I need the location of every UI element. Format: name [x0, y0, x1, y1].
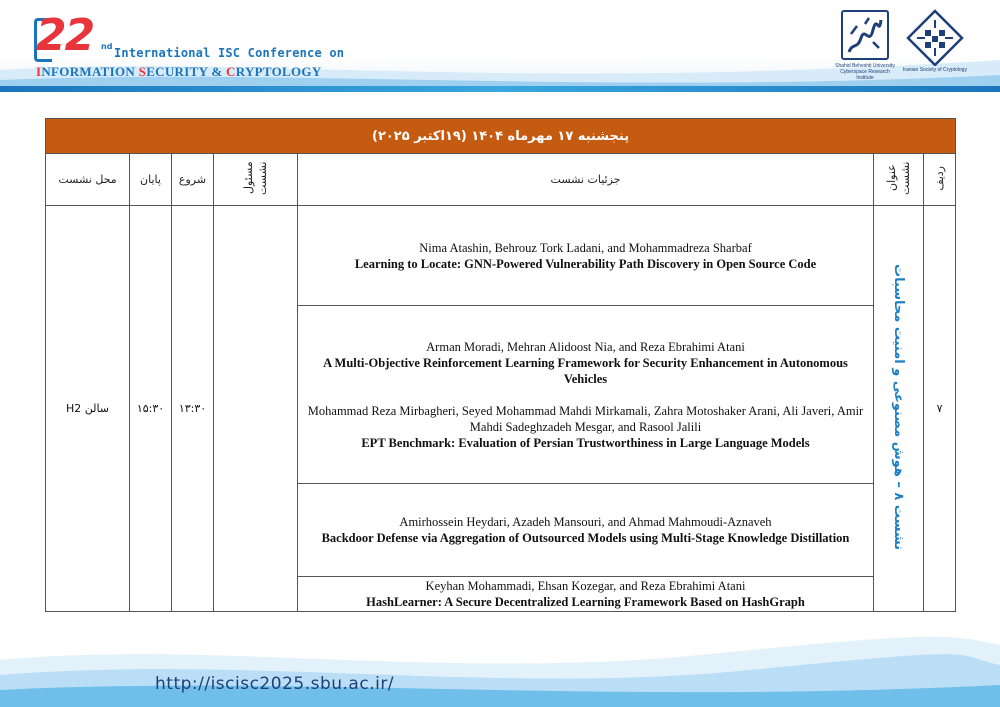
end-time-cell: ۱۵:۳۰	[130, 206, 172, 612]
title-part: C	[226, 64, 236, 79]
conference-logo	[30, 10, 345, 82]
title-part: NFORMATION	[41, 64, 139, 79]
header-row: ردیف	[932, 165, 946, 191]
isc-emblem-icon	[903, 8, 967, 66]
title-part: I	[36, 64, 42, 79]
paper-authors: Amirhossein Heydari, Azadeh Mansouri, and Ahmad Mahmoudi-Aznaveh	[399, 515, 772, 529]
header-band	[0, 86, 1000, 92]
header-venue: محل نشست	[46, 154, 130, 206]
title-part: S	[138, 64, 147, 79]
header-session-title-cell	[874, 154, 924, 206]
row-number-cell: ۷	[924, 206, 956, 612]
day-header-row	[46, 119, 956, 154]
paper-entry	[298, 206, 874, 306]
paper-title: A Multi-Objective Reinforcement Learning Framework for Security Enhancement in Autonomous Vehicles	[323, 355, 848, 386]
table-row	[46, 206, 956, 306]
paper-authors: Mohammad Reza Mirbagheri, Seyed Mohammad Mahdi Mirkamali, Zahra Motoshaker Arani, Ali Javeri, Amir Mahdi Sadeghzadeh Mesgar, and Rasool Jalili	[307, 403, 864, 434]
session-title-cell	[874, 206, 924, 612]
paper-authors: Arman Moradi, Mehran Alidoost Nia, and Reza Ebrahimi Atani	[426, 339, 745, 354]
conference-header	[0, 0, 1000, 92]
paper-title: HashLearner: A Secure Decentralized Learning Framework Based on HashGraph	[366, 595, 805, 609]
start-time-cell: ۱۳:۳۰	[172, 206, 214, 612]
isc-logo	[903, 8, 967, 82]
university-logo	[833, 8, 897, 82]
header-details: جزئیات نشست	[298, 154, 874, 206]
calligraphy-icon	[843, 12, 887, 58]
conference-title-line1: International ISC Conference on	[114, 46, 345, 60]
paper-title: Backdoor Defense via Aggregation of Outsourced Models using Multi-Stage Knowledge Distillation	[321, 531, 850, 545]
session-schedule-table	[45, 118, 956, 612]
paper-entry-group	[298, 306, 874, 484]
header-row-cell	[924, 154, 956, 206]
paper-authors: Nima Atashin, Behrouz Tork Ladani, and Mohammadreza Sharbaf	[419, 240, 752, 255]
header-chair-cell	[214, 154, 298, 206]
university-emblem	[841, 10, 889, 60]
paper-entry	[298, 577, 874, 612]
footer-wave-decoration	[0, 620, 1000, 707]
header-chair: مسئول نشست	[241, 161, 269, 195]
paper-title: Learning to Locate: GNN-Powered Vulnerability Path Discovery in Open Source Code	[354, 256, 817, 271]
paper-authors: Keyhan Mohammadi, Ehsan Kozegar, and Reza Ebrahimi Atani	[425, 579, 746, 593]
day-title: پنجشنبه ۱۷ مهرماه ۱۴۰۴ (۱۹اکتبر ۲۰۲۵)	[46, 119, 956, 154]
header-start: شروع	[172, 154, 214, 206]
paper-title: EPT Benchmark: Evaluation of Persian Trustworthiness in Large Language Models	[361, 435, 810, 450]
isc-logo-caption: Iranian Society of Cryptology	[903, 67, 967, 73]
university-logo-caption: Shahid Beheshti University Cyberspace Research Institute	[835, 63, 895, 81]
session-title: نشست ۸ – هوش مصنوعی و امنیت محاسبات	[891, 264, 906, 550]
paper-spacer	[304, 387, 867, 403]
edition-number: 22	[36, 10, 94, 61]
venue-cell: سالن H2	[46, 206, 130, 612]
header-session-title: عنوان نشست	[884, 161, 912, 195]
paper-entry	[298, 484, 874, 577]
chair-cell	[214, 206, 298, 612]
column-header-row	[46, 154, 956, 206]
title-part: ECURITY &	[146, 64, 227, 79]
edition-suffix: nd	[101, 42, 113, 51]
conference-url-link[interactable]: http://iscisc2025.sbu.ac.ir/	[155, 674, 395, 694]
conference-title-line2	[36, 64, 322, 80]
header-end: پایان	[130, 154, 172, 206]
title-part: RYPTOLOGY	[235, 64, 322, 79]
